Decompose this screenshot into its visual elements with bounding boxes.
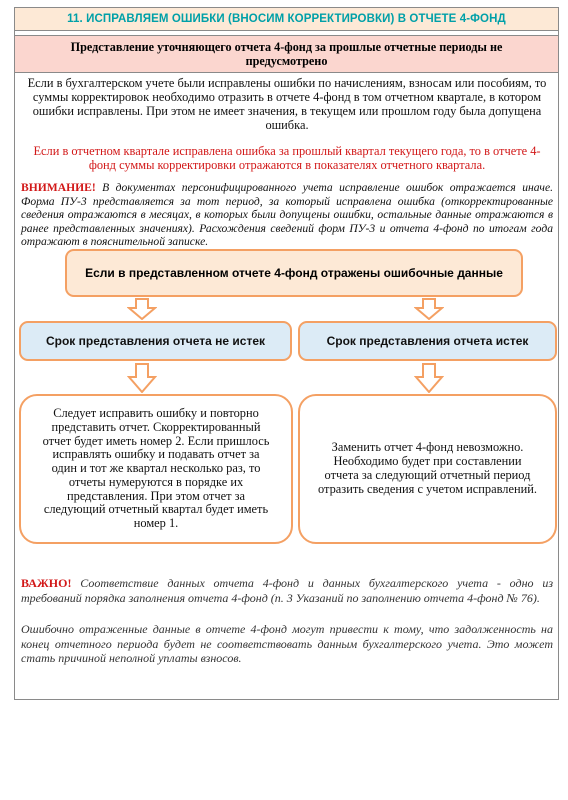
warning-note: Ошибочно отраженные данные в отчете 4-фонд могут привести к тому, что задолженность на конец отчетного периода будет не соответствовать данным бухгалтерского учета. Это может стать причиной неполной уплаты взносов.	[21, 622, 553, 665]
down-arrow-icon	[127, 298, 157, 320]
intro-paragraph: Если в бухгалтерском учете были исправлены ошибки по начислениям, взносам или пособиям, то суммы корректировок необходимо отразить в отчете 4-фонд в том отчетном квартале, в котором ошибки исправлены. При этом не имеет значения, в текущем или прошлом году была допущена ошибка.	[27, 76, 547, 132]
expired-text: Заменить отчет 4-фонд невозможно. Необходимо будет при составлении отчета за следующий отчетный период отразить сведения с учетом исправлений.	[318, 440, 537, 496]
attention-text: В документах персонифицированного учета исправление ошибок отражается иначе. Форма ПУ-3 представляется за тот период, за который исправлена ошибка (откорректированные сведения отражаются в месяцах, в которых были допущены ошибки, остальные данные отражаются в ранее представленных значениях). Расхождения сведений форм ПУ-3 и отчета 4-фонд по итогам года отражают в пояснительной записке.	[21, 181, 553, 248]
down-arrow-icon	[414, 298, 444, 320]
not-expired-instructions	[19, 394, 293, 544]
down-arrow-icon	[127, 363, 157, 393]
down-arrow-icon	[414, 363, 444, 393]
highlight-paragraph: Если в отчетном квартале исправлена ошибка за прошлый квартал текущего года, то в отчете 4-фонд суммы корректировки отражаются в показателях отчетного квартала.	[33, 144, 541, 172]
term-not-expired-box: Срок представления отчета не истек	[19, 321, 292, 361]
section-subtitle: Представление уточняющего отчета 4-фонд за прошлые отчетные периоды не предусмотрено	[15, 35, 558, 73]
expired-instructions	[298, 394, 557, 544]
important-label: ВАЖНО!	[21, 576, 72, 590]
not-expired-text: Следует исправить ошибку и повторно представить отчет. Скорректированный отчет будет иметь номер 2. Если пришлось исправлять ошибку и подавать отчет за один и тот же квартал несколько раз, то отчеты нумеруются в порядке их представления. При этом отчет за следующий отчетный квартал будет иметь номер 1.	[42, 405, 270, 531]
attention-label: ВНИМАНИЕ!	[21, 181, 96, 194]
flow-top-box: Если в представленном отчете 4-фонд отражены ошибочные данные	[65, 249, 523, 297]
important-note	[21, 576, 553, 605]
attention-note	[21, 181, 553, 249]
important-text: Соответствие данных отчета 4-фонд и данных бухгалтерского учета - одно из требований порядка заполнения отчета 4-фонд (п. 3 Указаний по заполнению отчета 4-фонд № 76).	[21, 576, 553, 605]
term-expired-box: Срок представления отчета истек	[298, 321, 557, 361]
page-title: 11. ИСПРАВЛЯЕМ ОШИБКИ (ВНОСИМ КОРРЕКТИРОВКИ) В ОТЧЕТЕ 4-ФОНД	[15, 8, 558, 31]
